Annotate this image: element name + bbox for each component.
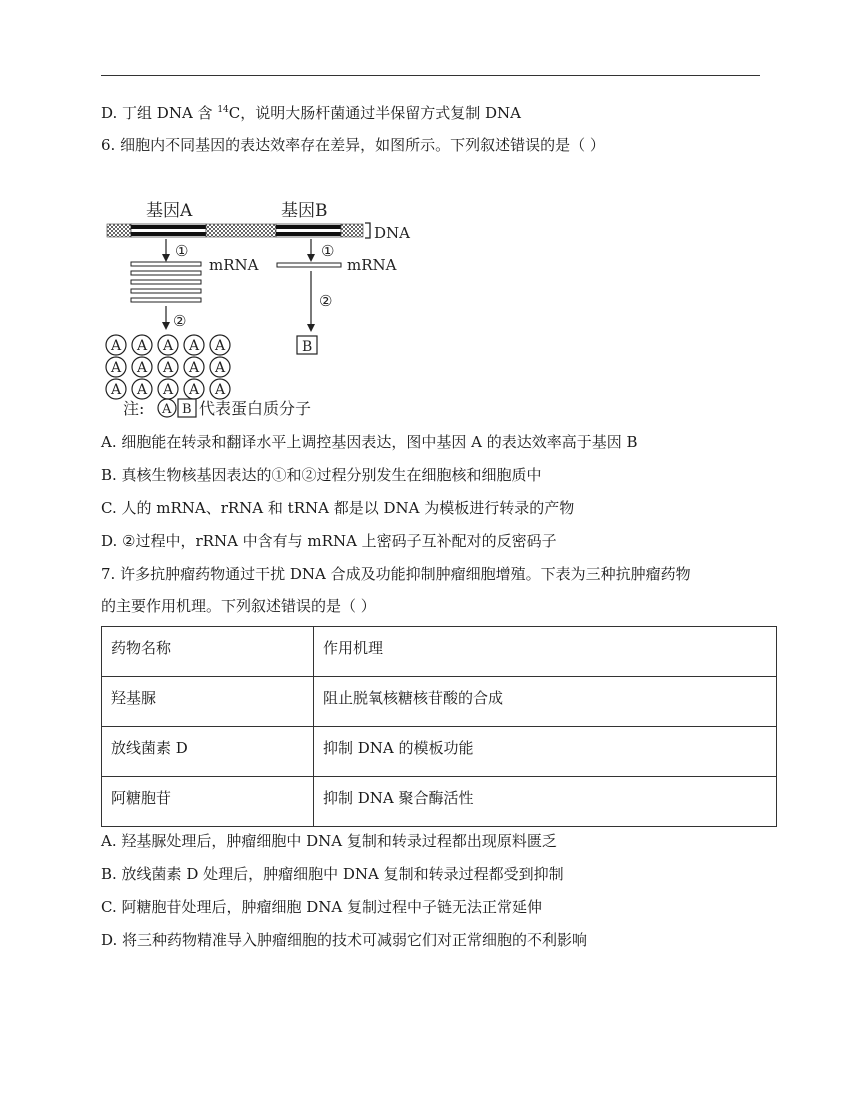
table-header-row bbox=[102, 627, 777, 677]
protein-a-label: A bbox=[111, 360, 122, 376]
drug-mechanism: 抑制 DNA 的模板功能 bbox=[323, 739, 474, 757]
drug-name: 羟基脲 bbox=[111, 689, 157, 707]
protein-a-label: A bbox=[189, 360, 200, 376]
gene-b-label: 基因B bbox=[281, 201, 328, 221]
drug-mechanism-table bbox=[101, 626, 777, 827]
q7-stem-line1: 7. 许多抗肿瘤药物通过干扰 DNA 合成及功能抑制肿瘤细胞增殖。下表为三种抗肿瘤药物 bbox=[101, 565, 691, 583]
step1-b-label: ① bbox=[321, 242, 335, 260]
protein-a-label: A bbox=[137, 382, 148, 398]
protein-a-label: A bbox=[215, 382, 226, 398]
mrna-b bbox=[277, 263, 341, 267]
protein-a-label: A bbox=[137, 360, 148, 376]
gene-a-label: 基因A bbox=[146, 201, 193, 221]
table-row bbox=[102, 677, 777, 727]
table-row bbox=[102, 727, 777, 777]
protein-a-label: A bbox=[163, 382, 174, 398]
note-protein-a: A bbox=[162, 402, 172, 417]
figure-note-suffix: 代表蛋白质分子 bbox=[199, 399, 312, 418]
note-protein-b: B bbox=[182, 402, 192, 417]
mrna-a-label: mRNA bbox=[209, 256, 259, 274]
dna-label: DNA bbox=[374, 224, 410, 242]
mrna-b-label: mRNA bbox=[347, 256, 397, 274]
mrna-stack-a bbox=[131, 262, 201, 302]
header-drug-name: 药物名称 bbox=[111, 639, 172, 657]
q5-option-d: D. 丁组 DNA 含 $^{14}$C，说明大肠杆菌通过半保留方式复制 DNA bbox=[101, 104, 522, 122]
q7-stem-line2: 的主要作用机理。下列叙述错误的是（ ） bbox=[101, 597, 376, 615]
protein-a-label: A bbox=[189, 382, 200, 398]
protein-a-label: A bbox=[189, 338, 200, 354]
step2-b-label: ② bbox=[319, 292, 333, 310]
q6-stem: 6. 细胞内不同基因的表达效率存在差异，如图所示。下列叙述错误的是（ ） bbox=[101, 136, 605, 154]
protein-a-label: A bbox=[215, 338, 226, 354]
header-rule bbox=[101, 75, 760, 76]
drug-name: 放线菌素 D bbox=[111, 739, 188, 757]
q6-option-d: D. ②过程中，rRNA 中含有与 mRNA 上密码子互补配对的反密码子 bbox=[101, 532, 557, 550]
protein-a-label: A bbox=[111, 382, 122, 398]
table-row bbox=[102, 777, 777, 827]
protein-a-label: A bbox=[163, 338, 174, 354]
drug-mechanism: 抑制 DNA 聚合酶活性 bbox=[323, 789, 474, 807]
q7-option-a: A. 羟基脲处理后，肿瘤细胞中 DNA 复制和转录过程都出现原料匮乏 bbox=[101, 832, 557, 850]
protein-a-label: A bbox=[215, 360, 226, 376]
figure-note-prefix: 注: bbox=[123, 399, 145, 418]
q7-option-c: C. 阿糖胞苷处理后，肿瘤细胞 DNA 复制过程中子链无法正常延伸 bbox=[101, 898, 543, 916]
protein-b-label: B bbox=[302, 339, 313, 355]
protein-a-label: A bbox=[137, 338, 148, 354]
drug-name: 阿糖胞苷 bbox=[111, 789, 172, 807]
protein-a-grid bbox=[106, 335, 230, 399]
dna-strand bbox=[107, 224, 363, 237]
q7-option-d: D. 将三种药物精准导入肿瘤细胞的技术可减弱它们对正常细胞的不利影响 bbox=[101, 931, 588, 949]
q6-option-b: B. 真核生物核基因表达的①和②过程分别发生在细胞核和细胞质中 bbox=[101, 466, 542, 484]
q6-option-a: A. 细胞能在转录和翻译水平上调控基因表达，图中基因 A 的表达效率高于基因 B bbox=[101, 433, 638, 451]
gene-expression-figure bbox=[101, 196, 421, 422]
step1-a-label: ① bbox=[175, 242, 189, 260]
step2-a-label: ② bbox=[173, 312, 187, 330]
drug-mechanism: 阻止脱氧核糖核苷酸的合成 bbox=[323, 689, 504, 707]
protein-a-label: A bbox=[111, 338, 122, 354]
protein-a-label: A bbox=[163, 360, 174, 376]
q6-option-c: C. 人的 mRNA、rRNA 和 tRNA 都是以 DNA 为模板进行转录的产物 bbox=[101, 499, 575, 517]
dna-bracket bbox=[365, 223, 370, 238]
q7-option-b: B. 放线菌素 D 处理后，肿瘤细胞中 DNA 复制和转录过程都受到抑制 bbox=[101, 865, 564, 883]
header-mechanism: 作用机理 bbox=[323, 639, 384, 657]
